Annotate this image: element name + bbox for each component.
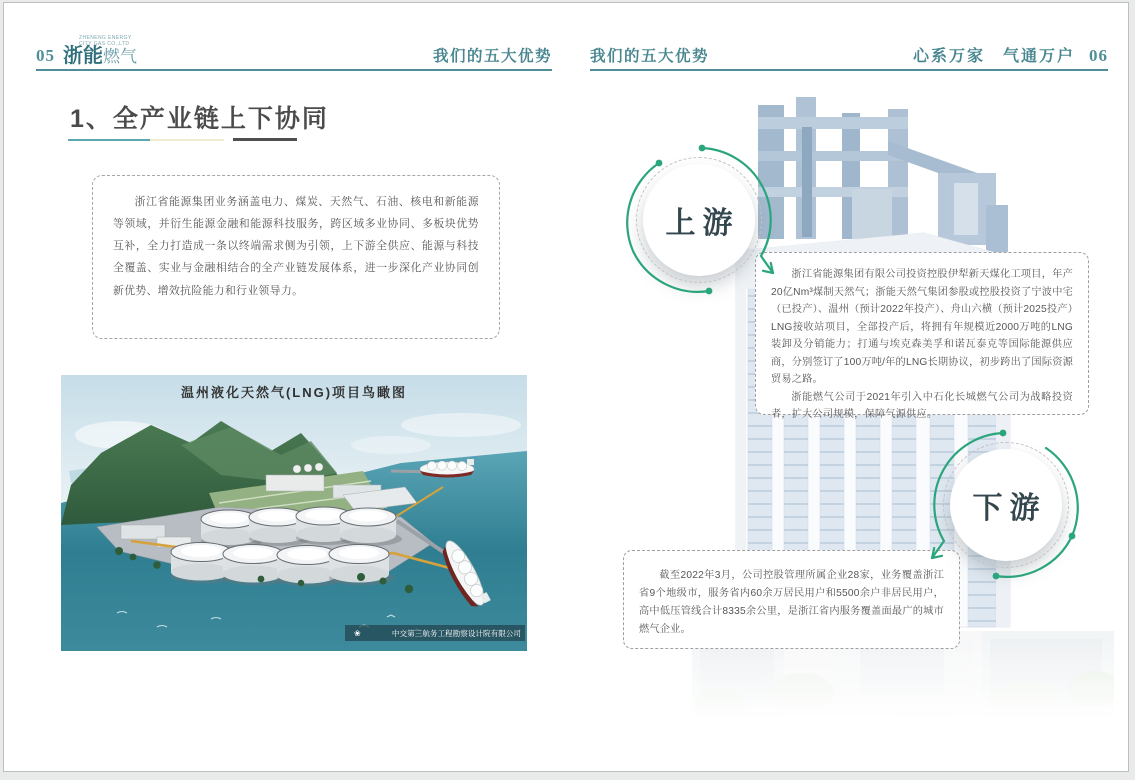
flower-credit-icon: ❀ [354, 629, 361, 638]
company-slogan: 心系万家 气通万户 [912, 48, 1075, 65]
underline-teal-segment [68, 139, 150, 141]
intro-paragraph: 浙江省能源集团业务涵盖电力、煤炭、天然气、石油、核电和新能源等领域，并衍生能源金融和能源科技服务，跨区域多业协同、多板块优势互补，全力打造成一条以终端需求侧为引领，上下游全供应、能源与科技全覆盖、实业与金融相结合的全产业链发展体系，进一步深化产业协同创新优势、增效抗险能力和行业领导力。 [113, 196, 479, 297]
upstream-label: 上游 [665, 207, 740, 240]
upstream-paragraph-2: 浙能燃气公司于2021年引入中石化长城燃气公司为战略投资者，扩大公司规模，保障气源供应。 [771, 391, 1073, 421]
brand-logo [63, 35, 137, 66]
lng-aerial-figure [61, 375, 527, 651]
right-header-section-title: 我们的五大优势 [590, 48, 710, 65]
downstream-paragraph: 截至2022年3月，公司控股管理所属企业28家，业务覆盖浙江省9个地级市，服务省内60余万居民用户和5500余户非居民用户，高中低压管线合计8335余公里，是浙江省内服务覆盖面最广的城市燃气企业。 [639, 570, 944, 636]
underline-dark-segment [233, 138, 297, 141]
figure-title: 温州液化天然气(LNG)项目鸟瞰图 [180, 385, 408, 400]
upstream-paragraph-1: 浙江省能源集团有限公司投资控股伊犁新天煤化工项目，年产20亿Nm³煤制天然气；浙能天然气集团参股或控股投资了宁波中宅（已投产）、温州（预计2022年投产）、舟山六横（预计2025投产）LNG接收站项目，全部投产后，将拥有年规模近2000万吨的LNG装卸及分销能力；打通与埃克森美孚和诺瓦泰克等国际能源供应商，分别签订了100万吨/年的LNG长期协议，初步跨出了国际资源贸易之路。 [771, 269, 1073, 386]
right-page-header [590, 27, 1108, 71]
left-header-section-title: 我们的五大优势 [432, 48, 552, 65]
lng-aerial-illustration [61, 375, 527, 651]
upstream-text-box [755, 252, 1089, 421]
figure-credit: 中交第三航务工程勘察设计院有限公司 [391, 629, 521, 638]
page-number-right: 06 [1089, 46, 1108, 65]
logo-english-line1: ZHENENG ENERGY [79, 35, 132, 41]
logo-zh-bold: 浙能 [63, 45, 103, 67]
logo-english-line2: CITY GAS CO.,LTD [79, 41, 130, 47]
upstream-circle [643, 164, 755, 276]
section-heading: 1、全产业链上下协同 [70, 105, 329, 133]
building-crown [758, 97, 1008, 259]
intro-text-box [92, 175, 500, 339]
downstream-circle [950, 449, 1062, 561]
downstream-label: 下游 [972, 492, 1047, 525]
left-page-header [36, 27, 552, 71]
brochure-spread [3, 2, 1129, 772]
logo-zh-light: 燃气 [103, 47, 137, 66]
downstream-text-box [623, 550, 960, 649]
page-number-left: 05 [36, 46, 55, 65]
logo-chinese [63, 47, 137, 66]
heading-underline [68, 138, 297, 141]
underline-cream-segment [150, 139, 224, 141]
